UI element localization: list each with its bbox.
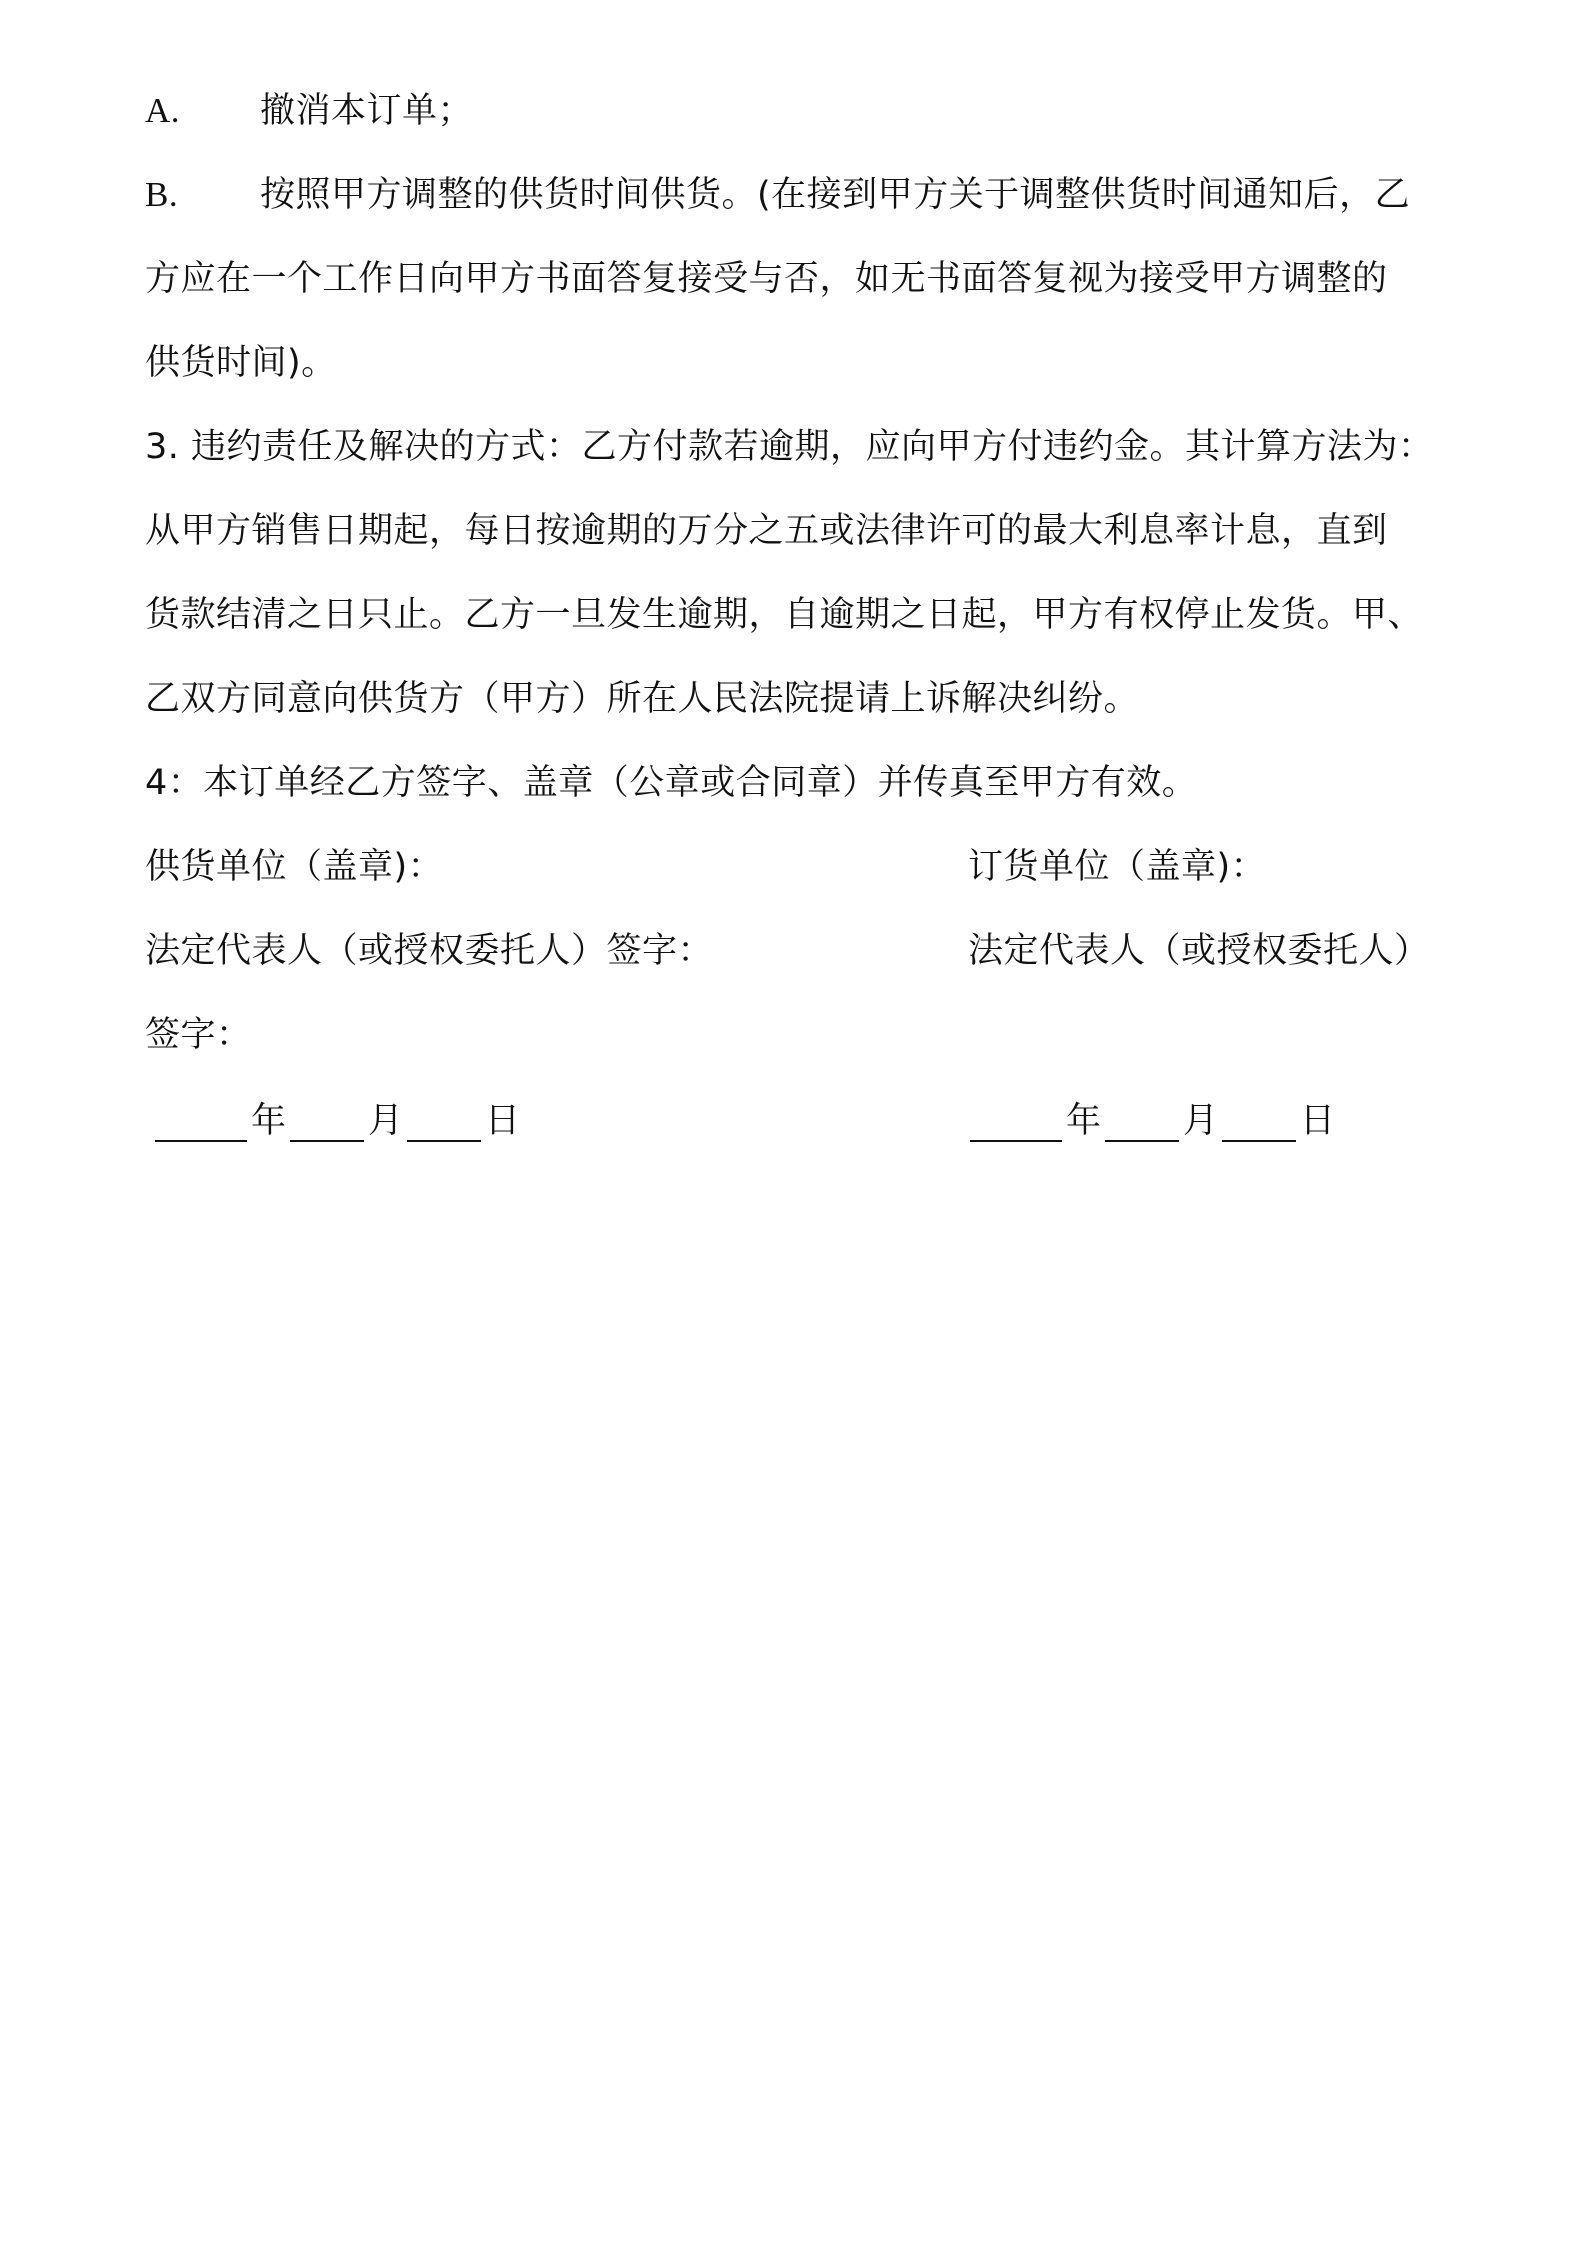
supplier-day-blank [407, 1100, 481, 1142]
orderer-day-blank [1222, 1100, 1296, 1142]
clause-a [145, 86, 473, 136]
supplier-date [155, 1096, 524, 1146]
clause-3-line-1: 3. 违约责任及解决的方式：乙方付款若逾期，应向甲方付违约金。其计算方法为： [145, 427, 1434, 467]
orderer-month-blank [1105, 1100, 1179, 1142]
clause-a-marker: A. [145, 91, 181, 130]
supplier-year-label: 年 [251, 1101, 287, 1141]
supplier-day-label: 日 [485, 1101, 521, 1141]
supplier-unit-label: 供货单位（盖章)： [145, 847, 444, 887]
orderer-month-label: 月 [1183, 1101, 1219, 1141]
orderer-day-label: 日 [1300, 1101, 1336, 1141]
orderer-year-label: 年 [1066, 1101, 1102, 1141]
orderer-unit-label: 订货单位（盖章)： [968, 847, 1267, 887]
clause-b-marker: B. [145, 175, 179, 214]
clause-b-line-2: 方应在一个工作日向甲方书面答复接受与否，如无书面答复视为接受甲方调整的 [145, 259, 1388, 299]
orderer-date [970, 1096, 1339, 1146]
clause-a-text: 撤消本订单； [260, 91, 474, 131]
clause-b-line-3: 供货时间)。 [145, 343, 337, 383]
clause-3-line-2: 从甲方销售日期起，每日按逾期的万分之五或法律许可的最大利息率计息，直到 [145, 511, 1388, 551]
supplier-month-blank [290, 1100, 364, 1142]
clause-b-text-1: 按照甲方调整的供货时间供货。(在接到甲方关于调整供货时间通知后，乙 [260, 175, 1411, 215]
supplier-year-blank [155, 1100, 247, 1142]
supplier-rep-label: 法定代表人（或授权委托人）签字： [145, 931, 714, 971]
clause-4: 4：本订单经乙方签字、盖章（公章或合同章）并传真至甲方有效。 [145, 763, 1198, 803]
clause-3-line-4: 乙双方同意向供货方（甲方）所在人民法院提请上诉解决纠纷。 [145, 679, 1140, 719]
orderer-sign-label: 签字： [145, 1015, 252, 1055]
orderer-rep-label: 法定代表人（或授权委托人） [968, 931, 1430, 971]
clause-b-line-1 [145, 170, 1410, 220]
supplier-month-label: 月 [368, 1101, 404, 1141]
clause-3-line-3: 货款结清之日只止。乙方一旦发生逾期，自逾期之日起，甲方有权停止发货。甲、 [145, 595, 1424, 635]
orderer-year-blank [970, 1100, 1062, 1142]
